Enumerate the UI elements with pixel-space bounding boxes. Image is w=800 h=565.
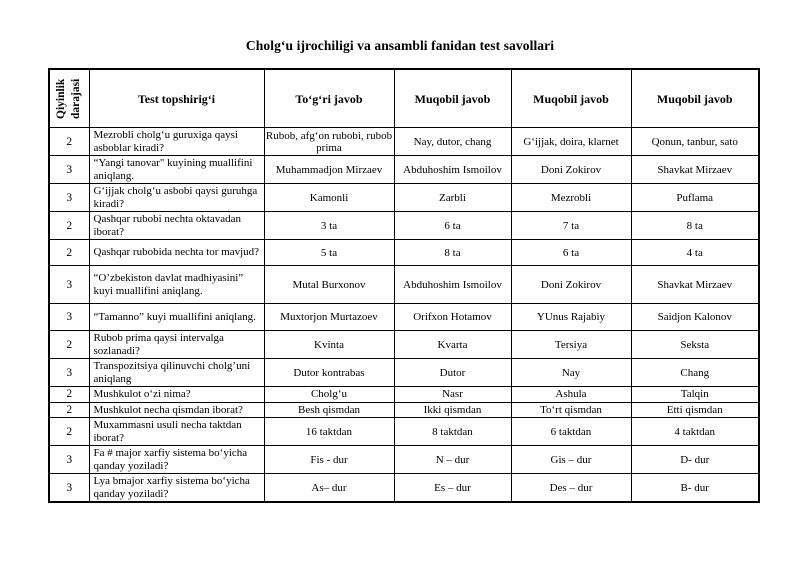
alt-answer-cell: 4 taktdan: [631, 418, 759, 446]
alt-answer-cell: Nay: [511, 359, 631, 387]
correct-answer-cell: As– dur: [264, 474, 394, 503]
correct-answer-cell: Rubob, afg‘on rubobi, rubob prima: [265, 129, 393, 154]
question-cell: Lya bmajor xarfiy sistema bo‘yicha qanday yoziladi?: [89, 474, 264, 503]
correct-answer-cell: Kvinta: [264, 331, 394, 359]
correct-answer-cell: 16 taktdan: [264, 418, 394, 446]
alt-answer-cell: To‘rt qismdan: [511, 402, 631, 418]
alt-answer-cell: 8 taktdan: [394, 418, 511, 446]
alt-answer-cell: Nay, dutor, chang: [394, 128, 511, 156]
question-cell: Qashqar rubobida nechta tor mavjud?: [89, 240, 264, 266]
correct-answer-cell: 3 ta: [264, 212, 394, 240]
alt-answer-cell: Qonun, tanbur, sato: [631, 128, 759, 156]
question-cell: Mushkulot necha qismdan iborat?: [89, 402, 264, 418]
difficulty-cell: 2: [49, 128, 89, 156]
table-row: [49, 240, 759, 266]
alt-answer-cell: B- dur: [631, 474, 759, 503]
question-cell: Fa # major xarfiy sistema bo‘yicha qanday yoziladi?: [89, 446, 264, 474]
question-cell: Transpozitsiya qilinuvchi cholg’uni aniqlang: [89, 359, 264, 387]
alt-answer-cell: Kvarta: [394, 331, 511, 359]
page-title: Cholg‘u ijrochiligi va ansambli fanidan test savollari: [245, 38, 555, 53]
alt-answer-cell: N – dur: [394, 446, 511, 474]
question-cell: Qashqar rubobi nechta oktavadan iborat?: [89, 212, 264, 240]
correct-answer-cell: Mutal Burxonov: [264, 266, 394, 304]
alt-answer-cell: 6 ta: [394, 212, 511, 240]
difficulty-cell: 2: [49, 402, 89, 418]
alt-answer-cell: Saidjon Kalonov: [631, 304, 759, 331]
alt-answer-cell: Seksta: [631, 331, 759, 359]
difficulty-cell: 3: [49, 304, 89, 331]
question-cell: G‘ijjak cholg‘u asbobi qaysi guruhga kiradi?: [89, 184, 264, 212]
vertical-header-wrap: [50, 70, 89, 127]
difficulty-cell: 2: [49, 212, 89, 240]
alt-answer-cell: 6 taktdan: [511, 418, 631, 446]
header-question: Test topshirig‘i: [89, 69, 264, 128]
question-cell: Muxammasni usuli necha taktdan iborat?: [89, 418, 264, 446]
alt-answer-cell: Abduhoshim Ismoilov: [394, 266, 511, 304]
question-cell: “O’zbekiston davlat madhiyasini” kuyi muallifini aniqlang.: [89, 266, 264, 304]
table-row: [49, 304, 759, 331]
correct-answer-cell: 5 ta: [264, 240, 394, 266]
difficulty-cell: 2: [49, 418, 89, 446]
question-cell: “Yangi tanovar" kuyining muallifini aniqlang.: [89, 156, 264, 184]
alt-answer-cell: 6 ta: [511, 240, 631, 266]
difficulty-cell: 3: [49, 446, 89, 474]
alt-answer-cell: Talqin: [631, 387, 759, 403]
correct-answer-cell: Kamonli: [264, 184, 394, 212]
alt-answer-cell: Doni Zokirov: [511, 266, 631, 304]
alt-answer-cell: Dutor: [394, 359, 511, 387]
alt-answer-cell: Etti qismdan: [631, 402, 759, 418]
alt-answer-cell: G‘ijjak, doira, klarnet: [511, 128, 631, 156]
correct-answer-cell: Dutor kontrabas: [264, 359, 394, 387]
header-alt-answer-1: Muqobil javob: [394, 69, 511, 128]
alt-answer-cell: 4 ta: [631, 240, 759, 266]
alt-answer-cell: Ikki qismdan: [394, 402, 511, 418]
alt-answer-cell: Zarbli: [394, 184, 511, 212]
difficulty-cell: 2: [49, 331, 89, 359]
question-cell: Mushkulot o‘zi nima?: [89, 387, 264, 403]
alt-answer-cell: Shavkat Mirzaev: [631, 266, 759, 304]
alt-answer-cell: Gis – dur: [511, 446, 631, 474]
alt-answer-cell: 7 ta: [511, 212, 631, 240]
alt-answer-cell: 8 ta: [631, 212, 759, 240]
correct-answer-cell: Muhammadjon Mirzaev: [264, 156, 394, 184]
table-body: [49, 128, 759, 503]
correct-answer-cell: Besh qismdan: [264, 402, 394, 418]
table-row: [49, 212, 759, 240]
header-correct-answer: To‘g‘ri javob: [264, 69, 394, 128]
alt-answer-cell: Nasr: [394, 387, 511, 403]
question-cell: “Tamanno” kuyi muallifini aniqlang.: [89, 304, 264, 331]
header-difficulty-label: Qiyinlik darajasi: [55, 78, 83, 119]
alt-answer-cell: Abduhoshim Ismoilov: [394, 156, 511, 184]
table-row: [49, 156, 759, 184]
question-cell: Rubob prima qaysi intervalga sozlanadi?: [89, 331, 264, 359]
alt-answer-cell: Tersiya: [511, 331, 631, 359]
table-row: [49, 331, 759, 359]
alt-answer-cell: Des – dur: [511, 474, 631, 503]
table-row: [49, 418, 759, 446]
header-difficulty: [49, 69, 89, 128]
table-row: [49, 446, 759, 474]
table-row: [49, 387, 759, 403]
table-row: [49, 402, 759, 418]
alt-answer-cell: Chang: [631, 359, 759, 387]
difficulty-cell: 3: [49, 474, 89, 503]
difficulty-cell: 3: [49, 359, 89, 387]
alt-answer-cell: Es – dur: [394, 474, 511, 503]
header-row: [49, 69, 759, 128]
alt-answer-cell: Orifxon Hotamov: [394, 304, 511, 331]
header-alt-answer-3: Muqobil javob: [631, 69, 759, 128]
correct-answer-cell: Cholg‘u: [264, 387, 394, 403]
table-row: [49, 266, 759, 304]
question-cell: Mezrobli cholg‘u guruxiga qaysi asboblar kiradi?: [89, 128, 264, 156]
alt-answer-cell: YUnus Rajabiy: [511, 304, 631, 331]
table-row: [49, 474, 759, 503]
difficulty-cell: 2: [49, 240, 89, 266]
test-questions-table: [48, 68, 760, 503]
table-row: [49, 359, 759, 387]
difficulty-cell: 3: [49, 184, 89, 212]
difficulty-cell: 3: [49, 156, 89, 184]
correct-answer-cell: Fis - dur: [264, 446, 394, 474]
table-row: [49, 128, 759, 156]
alt-answer-cell: Doni Zokirov: [511, 156, 631, 184]
correct-answer-cell: Muxtorjon Murtazoev: [264, 304, 394, 331]
alt-answer-cell: 8 ta: [394, 240, 511, 266]
alt-answer-cell: Shavkat Mirzaev: [631, 156, 759, 184]
difficulty-cell: 2: [49, 387, 89, 403]
difficulty-cell: 3: [49, 266, 89, 304]
table-row: [49, 184, 759, 212]
alt-answer-cell: Puflama: [631, 184, 759, 212]
alt-answer-cell: D- dur: [631, 446, 759, 474]
alt-answer-cell: Mezrobli: [511, 184, 631, 212]
header-alt-answer-2: Muqobil javob: [511, 69, 631, 128]
alt-answer-cell: Ashula: [511, 387, 631, 403]
